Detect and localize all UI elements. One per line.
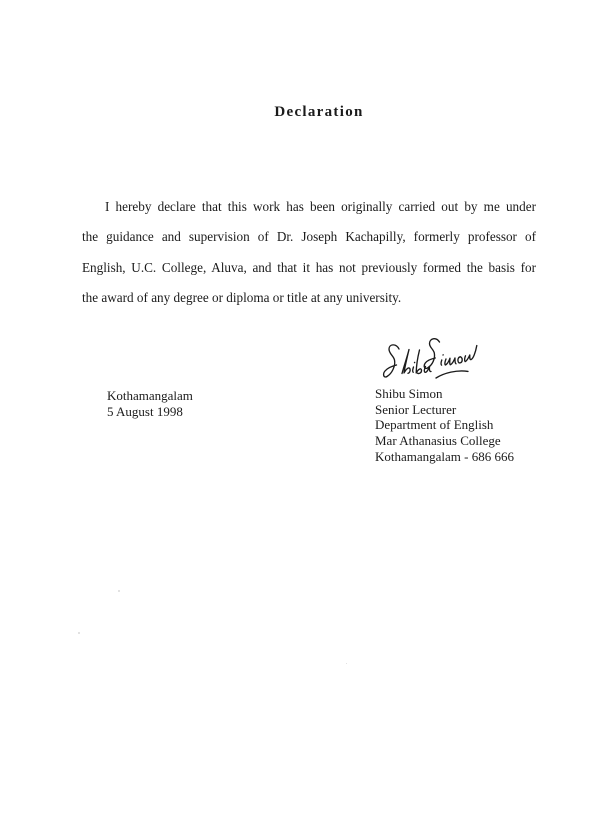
- declaration-paragraph: [82, 192, 536, 314]
- paragraph-line-2: the guidance and supervision of Dr. Joseph Kachapilly, formerly professor of: [82, 229, 536, 245]
- signature-ink-icon: [375, 333, 485, 381]
- handwritten-signature: [375, 333, 485, 381]
- page-title: Declaration: [274, 104, 364, 120]
- signatory-designation: Senior Lecturer: [375, 401, 457, 417]
- paragraph-line-1: I hereby declare that this work has been originally carried out by me under: [105, 199, 536, 214]
- signatory-block: [375, 386, 514, 465]
- date-line: 5 August 1998: [107, 403, 183, 419]
- signatory-department: Department of English: [375, 417, 494, 433]
- paragraph-line-3: English, U.C. College, Aluva, and that it has not previously formed the basis for: [82, 259, 536, 275]
- paragraph-line-4: the award of any degree or diploma or title at any university.: [82, 290, 402, 306]
- signatory-institution: Mar Athanasius College: [375, 433, 501, 449]
- signatory-address: Kothamangalam - 686 666: [375, 448, 514, 464]
- scan-speck: [346, 663, 347, 664]
- scan-speck: [78, 632, 80, 634]
- place-date-block: [107, 388, 193, 419]
- scan-speck: [118, 590, 120, 592]
- place-line: Kothamangalam: [107, 388, 193, 403]
- signatory-name: Shibu Simon: [375, 386, 443, 401]
